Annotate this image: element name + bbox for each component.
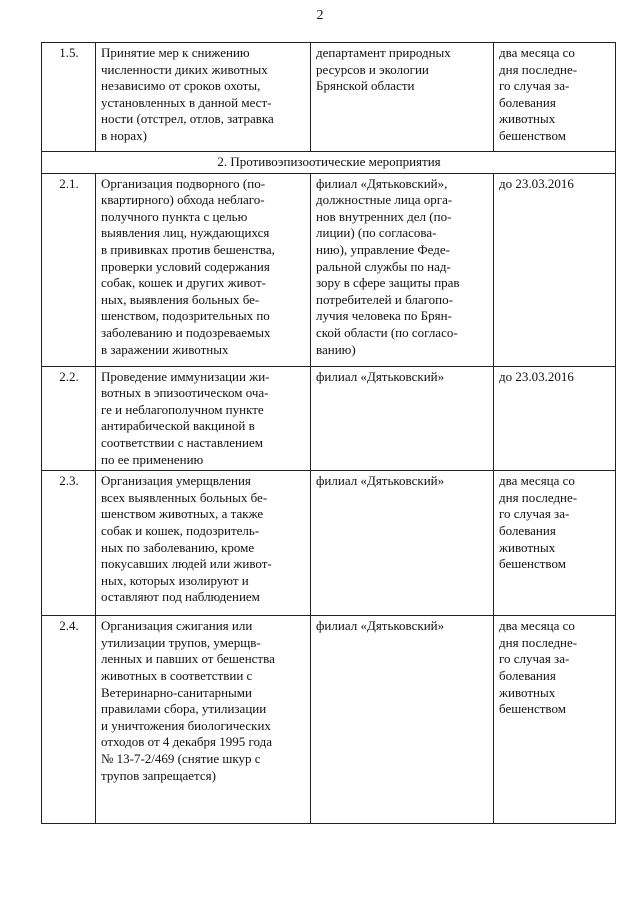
deadline-cell xyxy=(494,471,616,616)
section-row xyxy=(42,152,616,174)
action-cell-line: покусавших людей или живот- xyxy=(101,556,272,572)
executor-cell-line: нов внутренних дел (по- xyxy=(316,208,452,224)
executor-cell xyxy=(311,43,494,152)
deadline-cell-line: два месяца со xyxy=(499,473,575,489)
table-row xyxy=(42,471,616,616)
deadline-cell-line: болевания xyxy=(499,522,556,538)
action-cell-line: собак и кошек, подозритель- xyxy=(101,522,260,538)
deadline-cell-line: животных xyxy=(499,539,556,555)
deadline-cell-line: болевания xyxy=(499,94,556,110)
deadline-cell-line: до 23.03.2016 xyxy=(499,175,574,191)
action-cell-line: утилизации трупов, умерщв- xyxy=(101,634,261,650)
section-heading: 2. Противоэпизоотические мероприятия xyxy=(42,152,616,174)
deadline-cell xyxy=(494,366,616,471)
action-cell-line: установленных в данной мест- xyxy=(101,94,272,110)
action-cell-line: Ветеринарно-санитарными xyxy=(101,684,252,700)
deadline-cell-line: два месяца со xyxy=(499,45,575,60)
deadline-cell-line: бешенством xyxy=(499,556,566,572)
action-cell-line: по ее применению xyxy=(101,451,204,467)
action-cell xyxy=(96,366,311,471)
deadline-cell-line: животных xyxy=(499,111,556,127)
deadline-cell xyxy=(494,173,616,366)
action-cell-line: шенством животных, а также xyxy=(101,506,264,522)
action-cell-line: трупов запрещается) xyxy=(101,767,216,783)
action-cell-line: в норах) xyxy=(101,127,147,143)
executor-cell-line: ской области (по согласо- xyxy=(316,324,458,340)
action-cell-line: получного пункта с целью xyxy=(101,208,248,224)
deadline-cell-line: дня последне- xyxy=(499,634,578,650)
action-cell-line: ленных и павших от бешенства xyxy=(101,651,275,667)
deadline-cell xyxy=(494,616,616,824)
executor-cell-line: зору в сфере защиты прав xyxy=(316,275,460,291)
executor-cell-line: филиал «Дятьковский» xyxy=(316,473,445,489)
deadline-cell xyxy=(494,43,616,152)
action-cell-line: Проведение иммунизации жи- xyxy=(101,368,270,384)
table-row xyxy=(42,173,616,366)
table-row xyxy=(42,616,616,824)
page-number: 2 xyxy=(316,8,324,23)
action-cell-line: ге и неблагополучном пункте xyxy=(101,401,264,417)
action-cell xyxy=(96,43,311,152)
action-cell-line: квартирного) обхода неблаго- xyxy=(101,192,265,208)
item-number: 2.1. xyxy=(42,173,96,366)
action-cell-line: животных в соответствии с xyxy=(101,667,253,683)
executor-cell-line: филиал «Дятьковский» xyxy=(316,618,445,634)
action-cell-line: № 13-7-2/469 (снятие шкур с xyxy=(101,750,261,766)
action-cell-line: антирабической вакциной в xyxy=(101,418,255,434)
action-cell-line: проверки условий содержания xyxy=(101,258,270,274)
action-cell-line: соответствии с наставлением xyxy=(101,434,263,450)
executor-cell-line: филиал «Дятьковский», xyxy=(316,175,448,191)
action-cell-line: Организация сжигания или xyxy=(101,618,253,634)
executor-cell-line: лучия человека по Брян- xyxy=(316,308,452,324)
deadline-cell-line: бешенством xyxy=(499,127,566,143)
table-row xyxy=(42,43,616,152)
table-row xyxy=(42,366,616,471)
action-cell-line: и уничтожения биологических xyxy=(101,717,271,733)
action-cell-line: вотных в эпизоотическом оча- xyxy=(101,385,269,401)
action-cell-line: всех выявленных больных бе- xyxy=(101,489,268,505)
deadline-cell-line: до 23.03.2016 xyxy=(499,368,574,384)
action-cell-line: правилами сбора, утилизации xyxy=(101,701,267,717)
deadline-cell-line: дня последне- xyxy=(499,61,578,77)
executor-cell xyxy=(311,366,494,471)
action-cell-line: в прививках против бешенства, xyxy=(101,241,275,257)
item-number: 1.5. xyxy=(42,43,96,152)
deadline-cell-line: два месяца со xyxy=(499,618,575,634)
action-cell-line: Организация подворного (по- xyxy=(101,175,266,191)
action-cell-line: ных, которых изолируют и xyxy=(101,572,249,588)
item-number: 2.2. xyxy=(42,366,96,471)
action-cell-line: Принятие мер к снижению xyxy=(101,45,250,60)
executor-cell-line: департамент природных xyxy=(316,45,451,60)
action-cell-line: ности (отстрел, отлов, затравка xyxy=(101,111,274,127)
deadline-cell-line: дня последне- xyxy=(499,489,578,505)
action-cell-line: ных, выявления больных бе- xyxy=(101,291,260,307)
measures-table xyxy=(41,42,616,824)
executor-cell-line: ванию) xyxy=(316,341,356,357)
deadline-cell-line: болевания xyxy=(499,667,556,683)
executor-cell-line: потребителей и благопо- xyxy=(316,291,453,307)
item-number: 2.3. xyxy=(42,471,96,616)
action-cell xyxy=(96,173,311,366)
action-cell-line: оставляют под наблюдением xyxy=(101,589,260,605)
action-cell-line: собак, кошек и других живот- xyxy=(101,275,266,291)
action-cell-line: шенством, подозрительных по xyxy=(101,308,270,324)
executor-cell-line: Брянской области xyxy=(316,78,415,94)
executor-cell-line: нию), управление Феде- xyxy=(316,241,450,257)
action-cell-line: отходов от 4 декабря 1995 года xyxy=(101,734,273,750)
action-cell-line: ных по заболеванию, кроме xyxy=(101,539,255,555)
item-number: 2.4. xyxy=(42,616,96,824)
action-cell-line: численности диких животных xyxy=(101,61,268,77)
action-cell-line: в заражении животных xyxy=(101,341,229,357)
executor-cell xyxy=(311,471,494,616)
deadline-cell-line: го случая за- xyxy=(499,506,570,522)
action-cell-line: заболеванию и подозреваемых xyxy=(101,324,271,340)
deadline-cell-line: бешенством xyxy=(499,701,566,717)
action-cell xyxy=(96,471,311,616)
executor-cell-line: лиции) (по согласова- xyxy=(316,225,437,241)
deadline-cell-line: го случая за- xyxy=(499,651,570,667)
deadline-cell-line: го случая за- xyxy=(499,78,570,94)
executor-cell-line: ральной службы по над- xyxy=(316,258,451,274)
action-cell xyxy=(96,616,311,824)
action-cell-line: независимо от сроков охоты, xyxy=(101,78,261,94)
action-cell-line: выявления лиц, нуждающихся xyxy=(101,225,270,241)
deadline-cell-line: животных xyxy=(499,684,556,700)
executor-cell-line: ресурсов и экологии xyxy=(316,61,429,77)
executor-cell xyxy=(311,173,494,366)
executor-cell-line: должностные лица орга- xyxy=(316,192,453,208)
executor-cell-line: филиал «Дятьковский» xyxy=(316,368,445,384)
action-cell-line: Организация умерщвления xyxy=(101,473,251,489)
executor-cell xyxy=(311,616,494,824)
